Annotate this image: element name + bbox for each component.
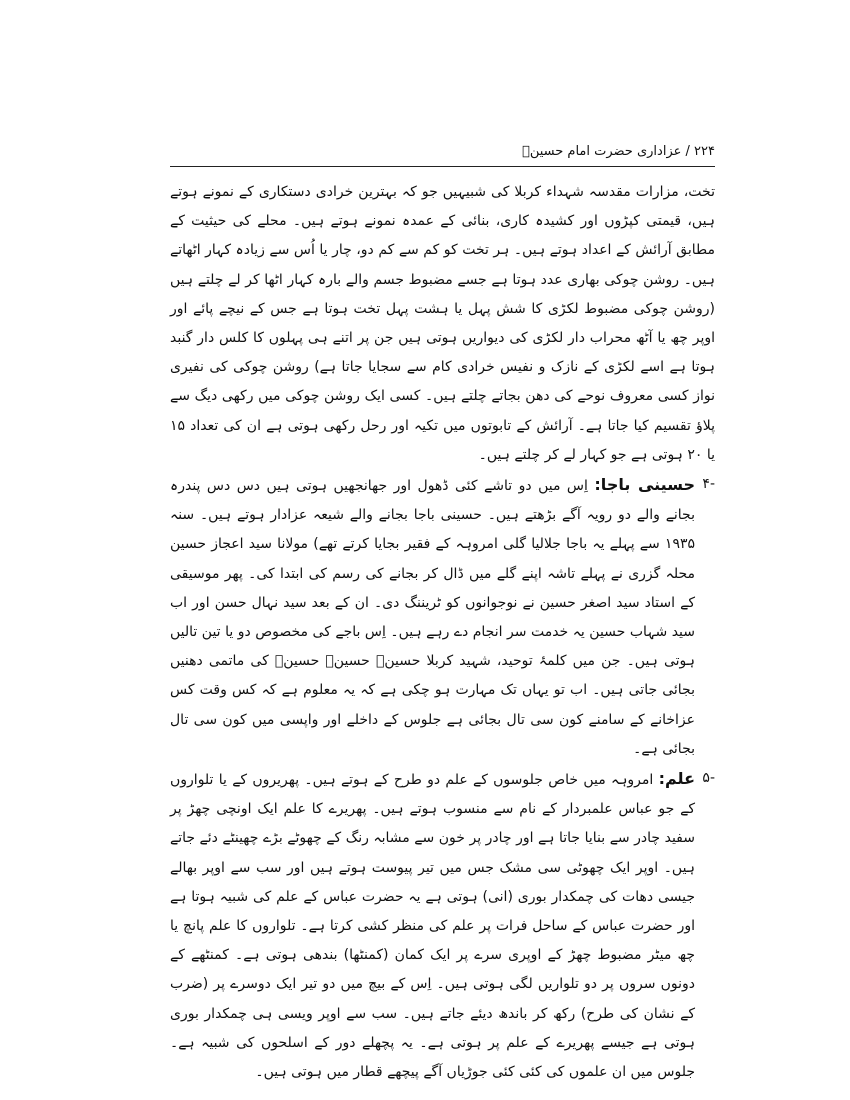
item-text: اِس میں دو تاشے کئی ڈھول اور جھانجھیں ہوتی ہیں دس دس پندرہ بجانے والے دو رویہ آگے بڑھتے ہیں۔ حسینی باجا بجانے والے شیعہ عزادار ہوتے ہیں۔ سنہ ۱۹۳۵ سے پہلے یہ باجا جلالیا گلی امروہہ کے فقیر بجایا کرتے تھے) مولانا سید اعجاز حسین محلہ گزری نے پہلے تاشہ اپنے گلے میں ڈال کر بجانے کی رسم کی ابتدا کی۔ پھر موسیقی کے استاد سید اصغر حسین نے نوجوانوں کو ٹریننگ دی۔ ان کے بعد سید نہال حسن اور اب سید شہاب حسین یہ خدمت سر انجام دے رہے ہیں۔ اِس باجے کی مخصوص دو یا تین تالیں ہوتی ہیں۔ جن میں کلمۂ توحید، شہید کربلا حسینؑ حسینؑ حسینؑ کی ماتمی دھنیں بجائی جاتی ہیں۔ اب تو یہاں تک مہارت ہو چکی ہے کہ یہ معلوم ہے کہ کس وقت کس عزاخانے کے سامنے کون سی تال بجائی ہے جلوس کے داخلے اور واپسی میں کون سی تال بجائی ہے۔ [170,478,695,757]
book-title: عزاداری حضرت امام حسینؑ [522,144,682,159]
item-number: -۴ [702,476,715,493]
item-number: -۵ [702,770,715,787]
paragraph-1: تخت، مزارات مقدسہ شہداء کربلا کی شبیہیں جو کہ بہترین خرادی دستکاری کے نمونے ہوتے ہیں، قیمتی کپڑوں اور کشیدہ کاری، بنائی کے عمدہ نمونے ہوتے ہیں۔ محلے کی حیثیت کے مطابق آرائش کے اعداد ہوتے ہیں۔ ہر تخت کو کم سے کم دو، چار یا اُس سے زیادہ کہار اٹھاتے ہیں۔ روشن چوکی بھاری عدد ہوتا ہے جسے مضبوط جسم والے بارہ کہار اٹھا کر لے چلتے ہیں (روشن چوکی مضبوط لکڑی کا شش پہل یا ہشت پہل تخت ہوتا ہے جس کے نیچے پائے اور اوپر چھ یا آٹھ محراب دار لکڑی کی دیواریں ہوتی ہیں جن پر اتنے ہی پہلوں کا کلس دار گنبد ہوتا ہے اسے لکڑی کے نازک و نفیس خرادی کام سے سجایا جاتا ہے) روشن چوکی کی نفیری نواز کسی معروف نوحے کی دھن بجاتے چلتے ہیں۔ کسی ایک روشن چوکی میں رکھی دیگ سے پلاؤ تقسیم کیا جاتا ہے۔ آرائش کے تابوتوں میں تکیہ اور رحل رکھی ہوتی ہے ان کی تعداد ۱۵ یا ۲۰ ہوتی ہے جو کہار لے کر چلتے ہیں۔ [170,184,715,463]
item-title: حسینی باجا: [594,475,696,495]
list-item-5 [170,764,715,1087]
list-item-4 [170,470,715,764]
item-text: امروہہ میں خاص جلوسوں کے علم دو طرح کے ہوتے ہیں۔ پھریروں کے یا تلواروں کے جو عباس علمبردار کے نام سے منسوب ہوتے ہیں۔ پھریرے کا علم ایک اونچی چھڑ پر سفید چادر سے بنایا جاتا ہے اور چادر پر خون سے مشابہ رنگ کے چھوٹے بڑے چھینٹے دئے جاتے ہیں۔ اوپر ایک چھوٹی سی مشک جس میں تیر پیوست ہوتے ہیں اور سب سے اوپر بھالے جیسی دھات کی چمکدار بوری (انی) ہوتی ہے یہ حضرت عباس کے علم کی شبیہ ہوتا ہے اور حضرت عباس کے ساحل فرات پر علم کی منظر کشی کرتا ہے۔ تلواروں کا علم پانچ یا چھ میٹر مضبوط چھڑ کے اوپری سرے پر ایک کمان (کمنٹھا) بندھی ہوتی ہے۔ کمنٹھے کے دونوں سروں پر دو تلواریں لگی ہوتی ہیں۔ اِس کے بیچ میں دو تیر ایک دوسرے پر (ضرب کے نشان کی طرح) رکھ کر باندھ دیئے جاتے ہیں۔ سب سے اوپر ویسی ہی چمکدار بوری ہوتی ہے جیسے پھریرے کے علم پر ہوتی ہے۔ یہ پچھلے دور کے اسلحوں کی شبیہ ہے۔ جلوس میں ان علموں کی کئی کئی جوڑیاں آگے پیچھے قطار میں ہوتی ہیں۔ [170,772,695,1081]
running-header [170,140,715,164]
item-title: علم: [658,769,695,789]
header-rule [170,166,715,167]
header-separator: / [685,144,690,159]
body-text [170,178,715,1087]
page-number: ۲۲۴ [694,144,715,159]
